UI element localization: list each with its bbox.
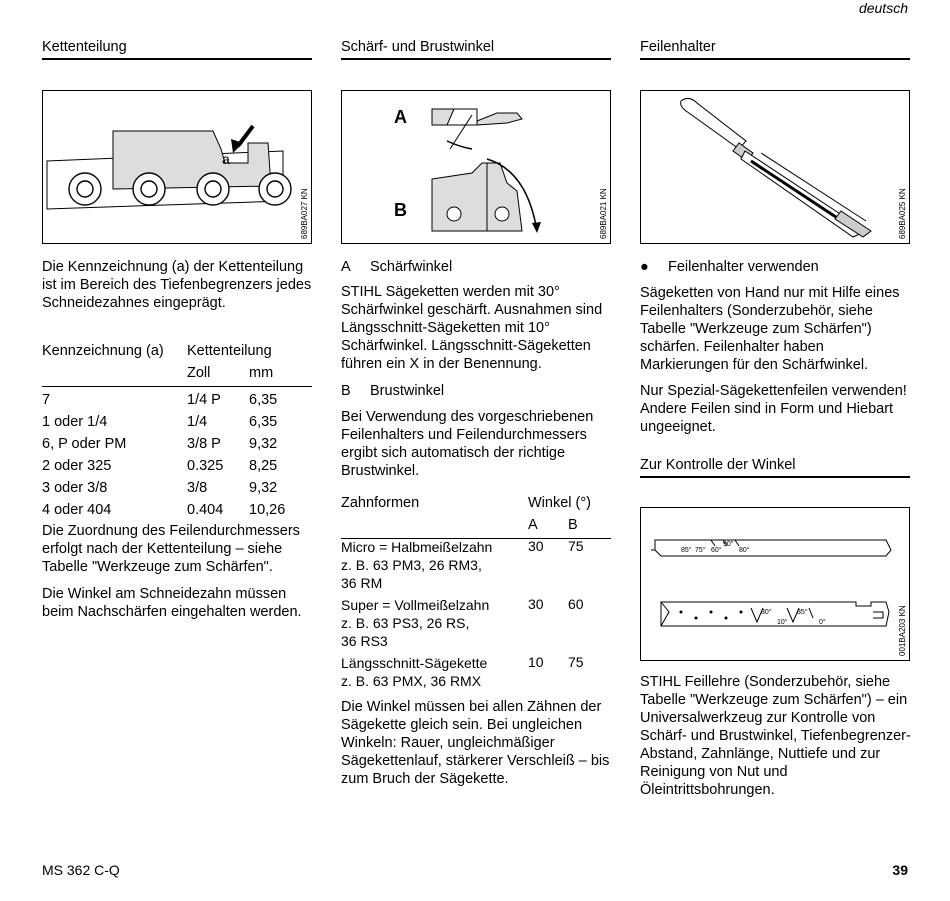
- pitch-table: [42, 342, 312, 523]
- table-row: 2 oder 325 0.325 8,25: [42, 458, 278, 474]
- section-title-2: Zur Kontrolle der Winkel: [640, 456, 910, 478]
- table-header-b: B: [568, 517, 578, 533]
- gauge-mark: 35°: [797, 609, 808, 616]
- table-header-angle: Winkel (°): [528, 495, 591, 511]
- special-file-rest: Andere Feilen sind in Form und Hiebart ungeeignet.: [640, 401, 894, 435]
- table-row: 1 oder 1/4 1/4 6,35: [42, 414, 278, 430]
- bullet-title: Feilenhalter verwenden: [668, 259, 819, 275]
- column-schaerfwinkel: [341, 38, 611, 60]
- chain-pitch-figure: [42, 90, 312, 244]
- figure-code: 689BA027 KN: [300, 188, 309, 239]
- label-a-letter: A: [341, 259, 351, 275]
- gauge-mark: 90°: [723, 541, 734, 548]
- table-header-inch: Zoll: [187, 365, 211, 381]
- figure-label-b: B: [394, 200, 407, 220]
- gauge-figure: [640, 507, 910, 661]
- gauge-mark: 75°: [695, 547, 706, 554]
- section-title: Kettenteilung: [42, 38, 312, 60]
- table-row: Super = Vollmeißelzahn z. B. 63 PS3, 26 RS, 36 RS3 30 60: [341, 596, 584, 649]
- label-b-letter: B: [341, 383, 351, 399]
- table-row: 7 1/4 P 6,35: [42, 392, 278, 408]
- figure-code: 689BA025 KN: [898, 188, 907, 239]
- table-header-pitch: Kettenteilung: [187, 343, 272, 359]
- label-b-text: Brustwinkel: [370, 383, 445, 399]
- special-file-warning: Nur Spezial-Sägekettenfeilen verwenden!: [640, 383, 907, 399]
- chain-illustration: [43, 91, 311, 243]
- figure-code: 689BA021 KN: [599, 188, 608, 239]
- gauge-mark: 80°: [739, 547, 750, 554]
- special-file-paragraph: [640, 382, 912, 436]
- column-kettenteilung: [42, 38, 312, 60]
- gauge-mark: 30°: [761, 609, 772, 616]
- uniform-angle-paragraph: Die Winkel müssen bei allen Zähnen der Sägekette gleich sein. Bei ungleichen Winkeln: Rauer, ungleichmäßiger Sägekettenlauf, stärkerer Verschleiß – bis zum Bruch der Sägekette.: [341, 699, 610, 787]
- language-label: deutsch: [858, 0, 908, 16]
- table-row: 4 oder 404 0.404 10,26: [42, 502, 286, 518]
- file-diameter-paragraph: Die Zuordnung des Feilendurchmessers erfolgt nach der Kettenteilung – siehe Tabelle "Werkzeuge zum Schärfen".: [42, 523, 300, 575]
- table-header-mm: mm: [249, 365, 274, 381]
- gauge-mark: 60°: [711, 547, 722, 554]
- tooth-angle-illustration: [342, 91, 610, 243]
- file-holder-illustration: [641, 91, 909, 243]
- footer-model: MS 362 C-Q: [42, 862, 120, 878]
- figure-label-a: a: [222, 151, 230, 167]
- label-a-text: Schärfwinkel: [370, 259, 453, 275]
- table-row: Längsschnitt-Sägekette z. B. 63 PMX, 36 RMX 10 75: [341, 654, 584, 689]
- table-row: 6, P oder PM 3/8 P 9,32: [42, 436, 278, 452]
- bullet-icon: ●: [640, 259, 649, 275]
- column-feilenhalter: [640, 38, 910, 60]
- filing-gauge-illustration: [641, 508, 909, 660]
- section-title: Schärf- und Brustwinkel: [341, 38, 611, 60]
- table-row: 3 oder 3/8 3/8 9,32: [42, 480, 278, 496]
- angle-figure: [341, 90, 611, 244]
- table-header-marking: Kennzeichnung (a): [42, 343, 164, 359]
- figure-label-a: A: [394, 107, 407, 127]
- tooth-form-table: [341, 494, 611, 689]
- pitch-paragraph: Die Kennzeichnung (a) der Kettenteilung ist im Bereich des Tiefenbegrenzers jedes Schneidezahnes eingeprägt.: [42, 259, 312, 311]
- angle-paragraph: Die Winkel am Schneidezahn müssen beim Nachschärfen eingehalten werden.: [42, 586, 302, 620]
- figure-code: 001BA203 KN: [898, 605, 907, 656]
- gauge-mark: 10°: [777, 619, 788, 626]
- table-row: Micro = Halbmeißelzahn z. B. 63 PM3, 26 RM3, 36 RM 30 75: [341, 538, 584, 591]
- file-holder-figure: [640, 90, 910, 244]
- table-header-tooth: Zahnformen: [341, 495, 420, 511]
- gauge-mark: 85°: [681, 547, 692, 554]
- section-title: Feilenhalter: [640, 38, 910, 60]
- table-header-a: A: [528, 517, 538, 533]
- gauge-mark: 0°: [819, 619, 826, 626]
- file-holder-paragraph: Sägeketten von Hand nur mit Hilfe eines Feilenhalters (Sonderzubehör, siehe Tabelle "Werkzeuge zum Schärfen") schärfen. Feilenhalter haben Markierungen für den Schärfwinkel.: [640, 285, 900, 373]
- page-number: 39: [892, 862, 908, 878]
- gauge-paragraph: STIHL Feillehre (Sonderzubehör, siehe Tabelle "Werkzeuge zum Schärfen") – ein Universalwerkzeug zur Kontrolle von Schärf- und Brustwinkel, Tiefenbegrenzer-Abstand, Zahnlänge, Nuttiefe und zur Reinigung von Nut und Öleintrittsbohrungen.: [640, 674, 911, 798]
- sharpening-angle-paragraph: STIHL Sägeketten werden mit 30° Schärfwinkel geschärft. Ausnahmen sind Längsschnitt-Sägeketten mit 10° Schärfwinkel. Längsschnitt-Sägeketten führen ein X in der Benennung.: [341, 284, 603, 372]
- rake-angle-paragraph: Bei Verwendung des vorgeschriebenen Feilenhalters und Feilendurchmessers ergibt sich automatisch der richtige Brustwinkel.: [341, 409, 594, 479]
